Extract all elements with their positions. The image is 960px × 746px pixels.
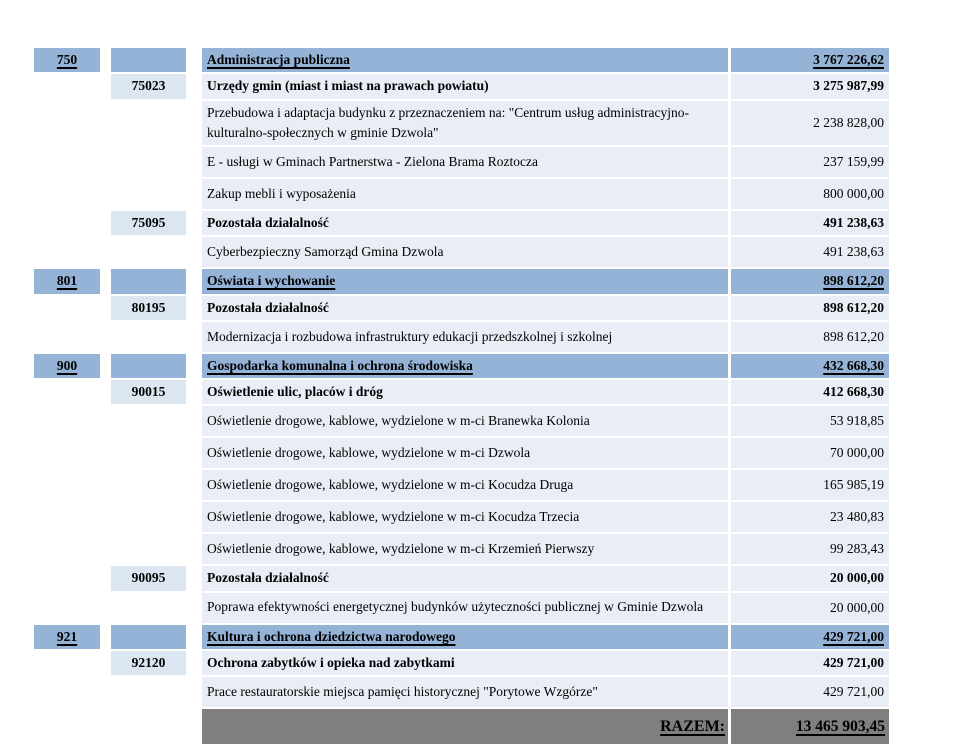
description-cell: Pozostała działalność	[202, 296, 728, 320]
column-gap	[103, 147, 108, 177]
amount-cell: 491 238,63	[731, 237, 889, 267]
column-gap	[189, 48, 199, 72]
amount-cell: 429 721,00	[731, 677, 889, 707]
chapter-code-cell	[111, 269, 186, 293]
task-row	[34, 677, 889, 707]
dept-code-cell	[34, 147, 100, 177]
amount-cell: 491 238,63	[731, 211, 889, 235]
chapter-code-cell	[111, 322, 186, 352]
chapter-code-cell	[111, 709, 186, 744]
dept-code-cell	[34, 322, 100, 352]
task-row	[34, 101, 889, 146]
chapter-row	[34, 74, 889, 98]
amount-cell: 412 668,30	[731, 380, 889, 404]
column-gap	[103, 625, 108, 649]
column-gap	[103, 709, 108, 744]
dept-code-cell	[34, 296, 100, 320]
description-cell: Modernizacja i rozbudowa infrastruktury edukacji przedszkolnej i szkolnej	[202, 322, 728, 352]
dept-row	[34, 354, 889, 378]
column-gap	[189, 651, 199, 675]
column-gap	[103, 322, 108, 352]
amount-cell: 429 721,00	[731, 625, 889, 649]
description-cell: Oświetlenie ulic, placów i dróg	[202, 380, 728, 404]
amount-cell: 165 985,19	[731, 470, 889, 500]
column-gap	[189, 354, 199, 378]
chapter-code-cell	[111, 593, 186, 623]
amount-cell: 3 275 987,99	[731, 74, 889, 98]
column-gap	[103, 651, 108, 675]
dept-row	[34, 269, 889, 293]
amount-cell: 429 721,00	[731, 651, 889, 675]
column-gap	[189, 625, 199, 649]
dept-code-cell	[34, 74, 100, 98]
dept-code-cell	[34, 237, 100, 267]
column-gap	[189, 438, 199, 468]
column-gap	[189, 296, 199, 320]
description-cell: Przebudowa i adaptacja budynku z przeznaczeniem na: "Centrum usług administracyjno-kulturalno-społecznych w gminie Dzwola"	[202, 101, 728, 146]
dept-code-cell	[34, 502, 100, 532]
task-row	[34, 502, 889, 532]
chapter-code-cell	[111, 101, 186, 146]
column-gap	[103, 438, 108, 468]
column-gap	[103, 502, 108, 532]
column-gap	[103, 74, 108, 98]
chapter-code-cell: 75023	[111, 74, 186, 98]
description-cell: Administracja publiczna	[202, 48, 728, 72]
task-row	[34, 534, 889, 564]
chapter-code-cell	[111, 354, 186, 378]
chapter-code-cell	[111, 438, 186, 468]
column-gap	[103, 211, 108, 235]
column-gap	[189, 269, 199, 293]
chapter-code-cell	[111, 625, 186, 649]
amount-cell: 898 612,20	[731, 269, 889, 293]
dept-code-cell: 801	[34, 269, 100, 293]
description-cell: E - usługi w Gminach Partnerstwa - Zielona Brama Roztocza	[202, 147, 728, 177]
amount-cell: 20 000,00	[731, 593, 889, 623]
column-gap	[189, 534, 199, 564]
column-gap	[103, 380, 108, 404]
column-gap	[189, 593, 199, 623]
column-gap	[103, 237, 108, 267]
description-cell: Oświetlenie drogowe, kablowe, wydzielone w m-ci Dzwola	[202, 438, 728, 468]
description-cell: Oświetlenie drogowe, kablowe, wydzielone w m-ci Branewka Kolonia	[202, 406, 728, 436]
dept-code-cell	[34, 677, 100, 707]
dept-code-cell: 921	[34, 625, 100, 649]
column-gap	[189, 566, 199, 590]
dept-code-cell	[34, 566, 100, 590]
description-cell: Cyberbezpieczny Samorząd Gmina Dzwola	[202, 237, 728, 267]
description-cell: Oświata i wychowanie	[202, 269, 728, 293]
column-gap	[103, 566, 108, 590]
description-cell: Pozostała działalność	[202, 566, 728, 590]
chapter-code-cell	[111, 534, 186, 564]
description-cell: Gospodarka komunalna i ochrona środowiska	[202, 354, 728, 378]
total-amount: 13 465 903,45	[731, 709, 889, 744]
column-gap	[189, 709, 199, 744]
column-gap	[103, 48, 108, 72]
description-cell: Prace restauratorskie miejsca pamięci historycznej "Porytowe Wzgórze"	[202, 677, 728, 707]
task-row	[34, 237, 889, 267]
chapter-code-cell	[111, 677, 186, 707]
description-cell: Oświetlenie drogowe, kablowe, wydzielone w m-ci Krzemień Pierwszy	[202, 534, 728, 564]
description-cell: Urzędy gmin (miast i miast na prawach powiatu)	[202, 74, 728, 98]
chapter-code-cell	[111, 470, 186, 500]
description-cell: Ochrona zabytków i opieka nad zabytkami	[202, 651, 728, 675]
amount-cell: 3 767 226,62	[731, 48, 889, 72]
chapter-code-cell	[111, 147, 186, 177]
dept-code-cell	[34, 211, 100, 235]
chapter-code-cell	[111, 179, 186, 209]
task-row	[34, 438, 889, 468]
column-gap	[189, 502, 199, 532]
column-gap	[103, 296, 108, 320]
amount-cell: 237 159,99	[731, 147, 889, 177]
column-gap	[189, 101, 199, 146]
column-gap	[103, 269, 108, 293]
dept-code-cell	[34, 179, 100, 209]
column-gap	[189, 380, 199, 404]
description-cell: Kultura i ochrona dziedzictwa narodowego	[202, 625, 728, 649]
description-cell: Zakup mebli i wyposażenia	[202, 179, 728, 209]
dept-code-cell	[34, 651, 100, 675]
total-row	[34, 709, 889, 744]
column-gap	[103, 470, 108, 500]
dept-code-cell	[34, 380, 100, 404]
chapter-code-cell	[111, 48, 186, 72]
chapter-code-cell: 92120	[111, 651, 186, 675]
amount-cell: 898 612,20	[731, 296, 889, 320]
column-gap	[189, 147, 199, 177]
dept-row	[34, 48, 889, 72]
column-gap	[189, 179, 199, 209]
dept-code-cell	[34, 593, 100, 623]
amount-cell: 53 918,85	[731, 406, 889, 436]
amount-cell: 800 000,00	[731, 179, 889, 209]
chapter-row	[34, 380, 889, 404]
column-gap	[189, 322, 199, 352]
chapter-row	[34, 296, 889, 320]
task-row	[34, 179, 889, 209]
amount-cell: 898 612,20	[731, 322, 889, 352]
amount-cell: 2 238 828,00	[731, 101, 889, 146]
column-gap	[103, 534, 108, 564]
description-cell: Poprawa efektywności energetycznej budynków użyteczności publicznej w Gminie Dzwola	[202, 593, 728, 623]
chapter-code-cell: 75095	[111, 211, 186, 235]
dept-code-cell	[34, 406, 100, 436]
column-gap	[103, 101, 108, 146]
chapter-code-cell	[111, 502, 186, 532]
dept-code-cell	[34, 438, 100, 468]
dept-row	[34, 625, 889, 649]
description-cell: Oświetlenie drogowe, kablowe, wydzielone w m-ci Kocudza Druga	[202, 470, 728, 500]
amount-cell: 23 480,83	[731, 502, 889, 532]
chapter-row	[34, 651, 889, 675]
task-row	[34, 593, 889, 623]
chapter-code-cell: 90095	[111, 566, 186, 590]
column-gap	[103, 354, 108, 378]
dept-code-cell: 750	[34, 48, 100, 72]
amount-cell: 432 668,30	[731, 354, 889, 378]
column-gap	[103, 593, 108, 623]
dept-code-cell: 900	[34, 354, 100, 378]
column-gap	[189, 237, 199, 267]
column-gap	[189, 677, 199, 707]
description-cell: Oświetlenie drogowe, kablowe, wydzielone w m-ci Kocudza Trzecia	[202, 502, 728, 532]
budget-table	[31, 46, 892, 746]
column-gap	[189, 211, 199, 235]
amount-cell: 20 000,00	[731, 566, 889, 590]
task-row	[34, 470, 889, 500]
task-row	[34, 322, 889, 352]
task-row	[34, 147, 889, 177]
chapter-row	[34, 211, 889, 235]
description-cell: Pozostała działalność	[202, 211, 728, 235]
column-gap	[103, 677, 108, 707]
dept-code-cell	[34, 534, 100, 564]
chapter-code-cell	[111, 406, 186, 436]
column-gap	[103, 406, 108, 436]
dept-code-cell	[34, 101, 100, 146]
dept-code-cell	[34, 709, 100, 744]
chapter-code-cell	[111, 237, 186, 267]
column-gap	[189, 406, 199, 436]
chapter-row	[34, 566, 889, 590]
total-label: RAZEM:	[202, 709, 728, 744]
column-gap	[103, 179, 108, 209]
chapter-code-cell: 80195	[111, 296, 186, 320]
column-gap	[189, 74, 199, 98]
task-row	[34, 406, 889, 436]
amount-cell: 70 000,00	[731, 438, 889, 468]
dept-code-cell	[34, 470, 100, 500]
amount-cell: 99 283,43	[731, 534, 889, 564]
column-gap	[189, 470, 199, 500]
chapter-code-cell: 90015	[111, 380, 186, 404]
